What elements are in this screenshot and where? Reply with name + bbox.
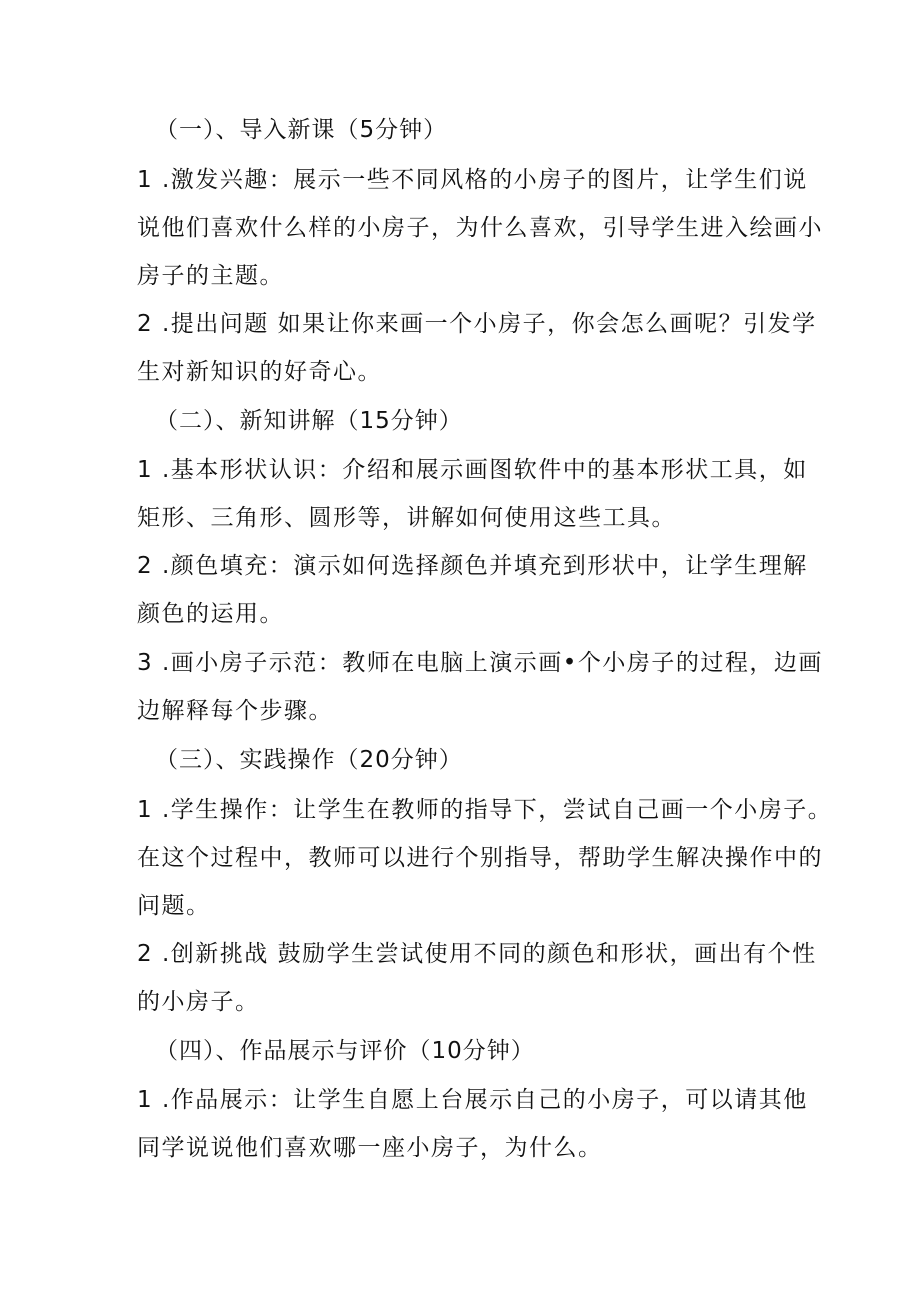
paragraph-line: 矩形、三角形、圆形等，讲解如何使用这些工具。 [137,505,676,531]
paragraph-4-1 [137,1076,808,1172]
paragraph-line: 2 .创新挑战 鼓励学生尝试使用不同的颜色和形状，画出有个性 [137,941,817,967]
paragraph-line: 1 .基本形状认识：介绍和展示画图软件中的基本形状工具，如 [137,457,808,483]
paragraph-2-2 [137,542,808,638]
paragraph-line: 颜色的运用。 [137,601,284,627]
paragraph-line: 生对新知识的好奇心。 [137,359,382,385]
paragraph-line: 房子的主题。 [137,263,284,289]
section-heading-4: （四）、作品展示与评价（10分钟） [155,1038,535,1064]
paragraph-line: 在这个过程中，教师可以进行个别指导，帮助学生解决操作中的 [137,845,823,871]
paragraph-1-1 [137,156,823,300]
section-heading-2: （二）、新知讲解（15分钟） [155,408,463,434]
paragraph-line: 的小房子。 [137,989,260,1015]
paragraph-line: 问题。 [137,893,211,919]
paragraph-1-2 [137,300,817,396]
paragraph-line: 1 .作品展示：让学生自愿上台展示自己的小房子，可以请其他 [137,1087,808,1113]
paragraph-2-1 [137,446,808,542]
paragraph-line: 2 .颜色填充：演示如何选择颜色并填充到形状中，让学生理解 [137,553,808,579]
paragraph-line: 边解释每个步骤。 [137,698,333,724]
paragraph-line: 3 .画小房子示范：教师在电脑上演示画•个小房子的过程，边画 [137,650,823,676]
paragraph-line: 说他们喜欢什么样的小房子，为什么喜欢，引导学生进入绘画小 [137,215,823,241]
paragraph-line: 同学说说他们喜欢哪一座小房子，为什么。 [137,1135,603,1161]
paragraph-line: 1 .激发兴趣：展示一些不同风格的小房子的图片，让学生们说 [137,167,808,193]
paragraph-line: 1 .学生操作：让学生在教师的指导下，尝试自己画一个小房子。 [137,797,833,823]
paragraph-3-2 [137,930,817,1026]
paragraph-3-1 [137,786,833,930]
paragraph-2-3 [137,639,823,735]
paragraph-line: 2 .提出问题 如果让你来画一个小房子，你会怎么画呢？引发学 [137,311,817,337]
section-heading-1: （一）、导入新课（5分钟） [155,117,448,143]
section-heading-3: （三）、实践操作（20分钟） [155,747,463,773]
